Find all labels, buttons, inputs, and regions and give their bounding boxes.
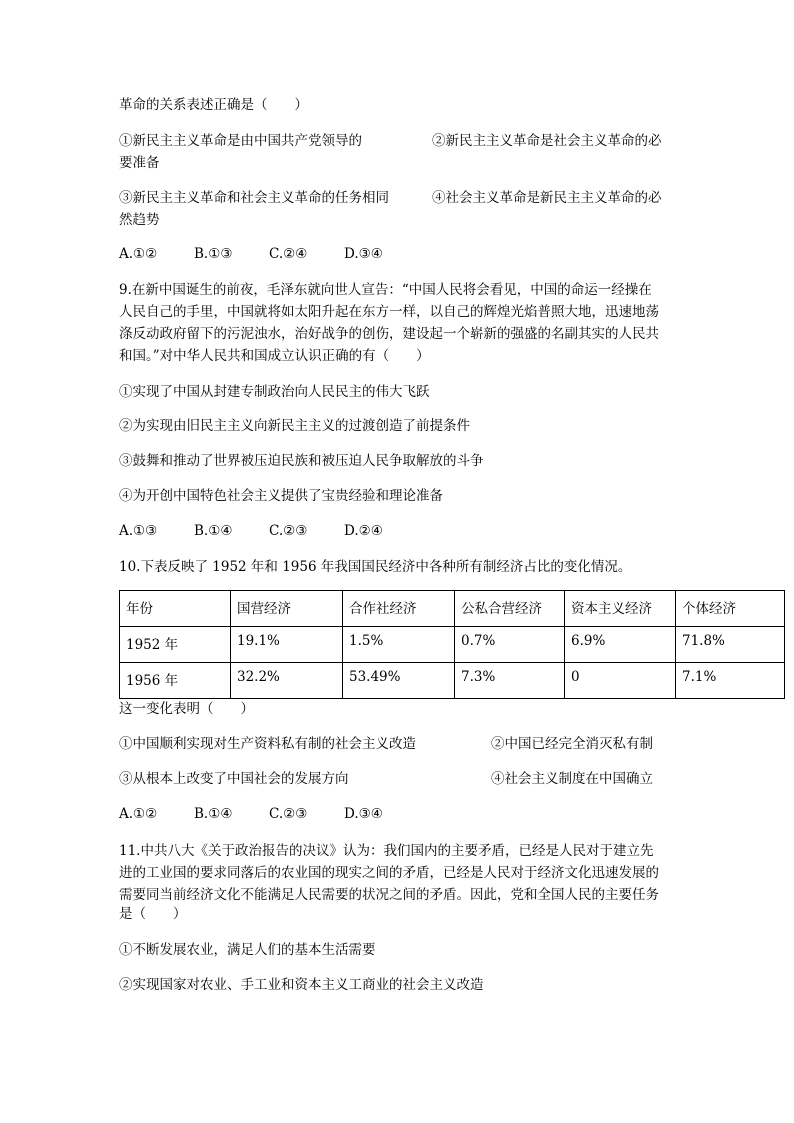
q8-answers [119, 243, 419, 265]
table-cell: 1.5% [343, 627, 455, 663]
table-cell: 6.9% [565, 627, 676, 663]
table-header-cell: 国营经济 [231, 591, 343, 627]
table-cell: 0.7% [455, 627, 565, 663]
q11-stem-line-1: 11.中共八大《关于政治报告的决议》认为：我们国内的主要矛盾，已经是人民对于建立先 [119, 843, 654, 859]
q9-option-3: ③鼓舞和推动了世界被压迫民族和被压迫人民争取解放的斗争 [119, 453, 484, 469]
q10-option-4: ④社会主义制度在中国确立 [491, 771, 653, 787]
table-header-cell: 公私合营经济 [455, 591, 565, 627]
q9-answers [119, 520, 419, 542]
q8-stem-tail: 革命的关系表述正确是（ ） [119, 97, 308, 113]
ownership-table [119, 590, 785, 699]
q10-stem: 10.下表反映了 1952 年和 1956 年我国国民经济中各种所有制经济占比的变化情况。 [119, 559, 632, 575]
q9-answer-b[interactable]: B.①④ [194, 523, 233, 539]
q8-option-4-cont: 然趋势 [119, 212, 160, 228]
q11-option-1: ①不断发展农业，满足人们的基本生活需要 [119, 942, 376, 958]
q9-stem-line-4: 和国。”对中华人民共和国成立认识正确的有（ ） [119, 348, 430, 364]
q8-answer-c[interactable]: C.②④ [269, 246, 308, 262]
q10-option-1: ①中国顺利实现对生产资料私有制的社会主义改造 [119, 736, 416, 752]
table-row [120, 627, 785, 663]
table-cell: 19.1% [231, 627, 343, 663]
q9-answer-d[interactable]: D.②④ [344, 523, 383, 539]
table-cell: 7.1% [676, 663, 785, 699]
q9-answer-c[interactable]: C.②③ [269, 523, 308, 539]
q9-option-2: ②为实现由旧民主主义向新民主主义的过渡创造了前提条件 [119, 418, 470, 434]
q10-answer-b[interactable]: B.①④ [194, 806, 233, 822]
q10-answer-d[interactable]: D.③④ [344, 806, 383, 822]
table-cell: 1956 年 [120, 663, 231, 699]
q9-stem-line-1: 9.在新中国诞生的前夜，毛泽东就向世人宣告：“中国人民将会看见，中国的命运一经操在 [119, 282, 652, 298]
q9-stem-line-3: 涤反动政府留下的污泥浊水，治好战争的创伤，建设起一个崭新的强盛的名副其实的人民共 [119, 326, 659, 342]
q10-answer-a[interactable]: A.①② [119, 806, 158, 822]
q8-option-1: ①新民主主义革命是由中国共产党领导的 [119, 133, 362, 149]
table-header-row [120, 591, 785, 627]
table-cell: 7.3% [455, 663, 565, 699]
q8-answer-a[interactable]: A.①② [119, 246, 158, 262]
table-cell: 32.2% [231, 663, 343, 699]
q11-stem-line-2: 进的工业国的要求同落后的农业国的现实之间的矛盾，已经是人民对于经济文化迅速发展的 [119, 865, 659, 881]
table-cell: 53.49% [343, 663, 455, 699]
table-header-cell: 资本主义经济 [565, 591, 676, 627]
q8-option-4: ④社会主义革命是新民主主义革命的必 [432, 190, 662, 206]
q8-option-2-cont: 要准备 [119, 155, 160, 171]
q9-option-4: ④为开创中国特色社会主义提供了宝贵经验和理论准备 [119, 488, 443, 504]
q8-answer-d[interactable]: D.③④ [344, 246, 383, 262]
q9-answer-a[interactable]: A.①③ [119, 523, 158, 539]
q9-stem-line-2: 人民自己的手里，中国就将如太阳升起在东方一样，以自己的辉煌光焰普照大地，迅速地荡 [119, 304, 659, 320]
table-row [120, 663, 785, 699]
q10-answer-c[interactable]: C.②③ [269, 806, 308, 822]
q8-option-2: ②新民主主义革命是社会主义革命的必 [432, 133, 662, 149]
table-cell: 71.8% [676, 627, 785, 663]
q10-option-2: ②中国已经完全消灭私有制 [491, 736, 653, 752]
q11-stem-line-4: 是（ ） [119, 906, 187, 922]
q9-option-1: ①实现了中国从封建专制政治向人民民主的伟大飞跃 [119, 384, 430, 400]
table-cell: 1952 年 [120, 627, 231, 663]
table-header-cell: 年份 [120, 591, 231, 627]
q8-answer-b[interactable]: B.①③ [194, 246, 233, 262]
table-header-cell: 合作社经济 [343, 591, 455, 627]
q11-stem-line-3: 需要同当前经济文化不能满足人民需要的状况之间的矛盾。因此，党和全国人民的主要任务 [119, 887, 659, 903]
q11-option-2: ②实现国家对农业、手工业和资本主义工商业的社会主义改造 [119, 977, 484, 993]
q10-after-table: 这一变化表明（ ） [119, 701, 254, 717]
q8-option-3: ③新民主主义革命和社会主义革命的任务相同 [119, 190, 389, 206]
q10-option-3: ③从根本上改变了中国社会的发展方向 [119, 771, 349, 787]
table-header-cell: 个体经济 [676, 591, 785, 627]
q10-answers [119, 803, 419, 825]
table-cell: 0 [565, 663, 676, 699]
